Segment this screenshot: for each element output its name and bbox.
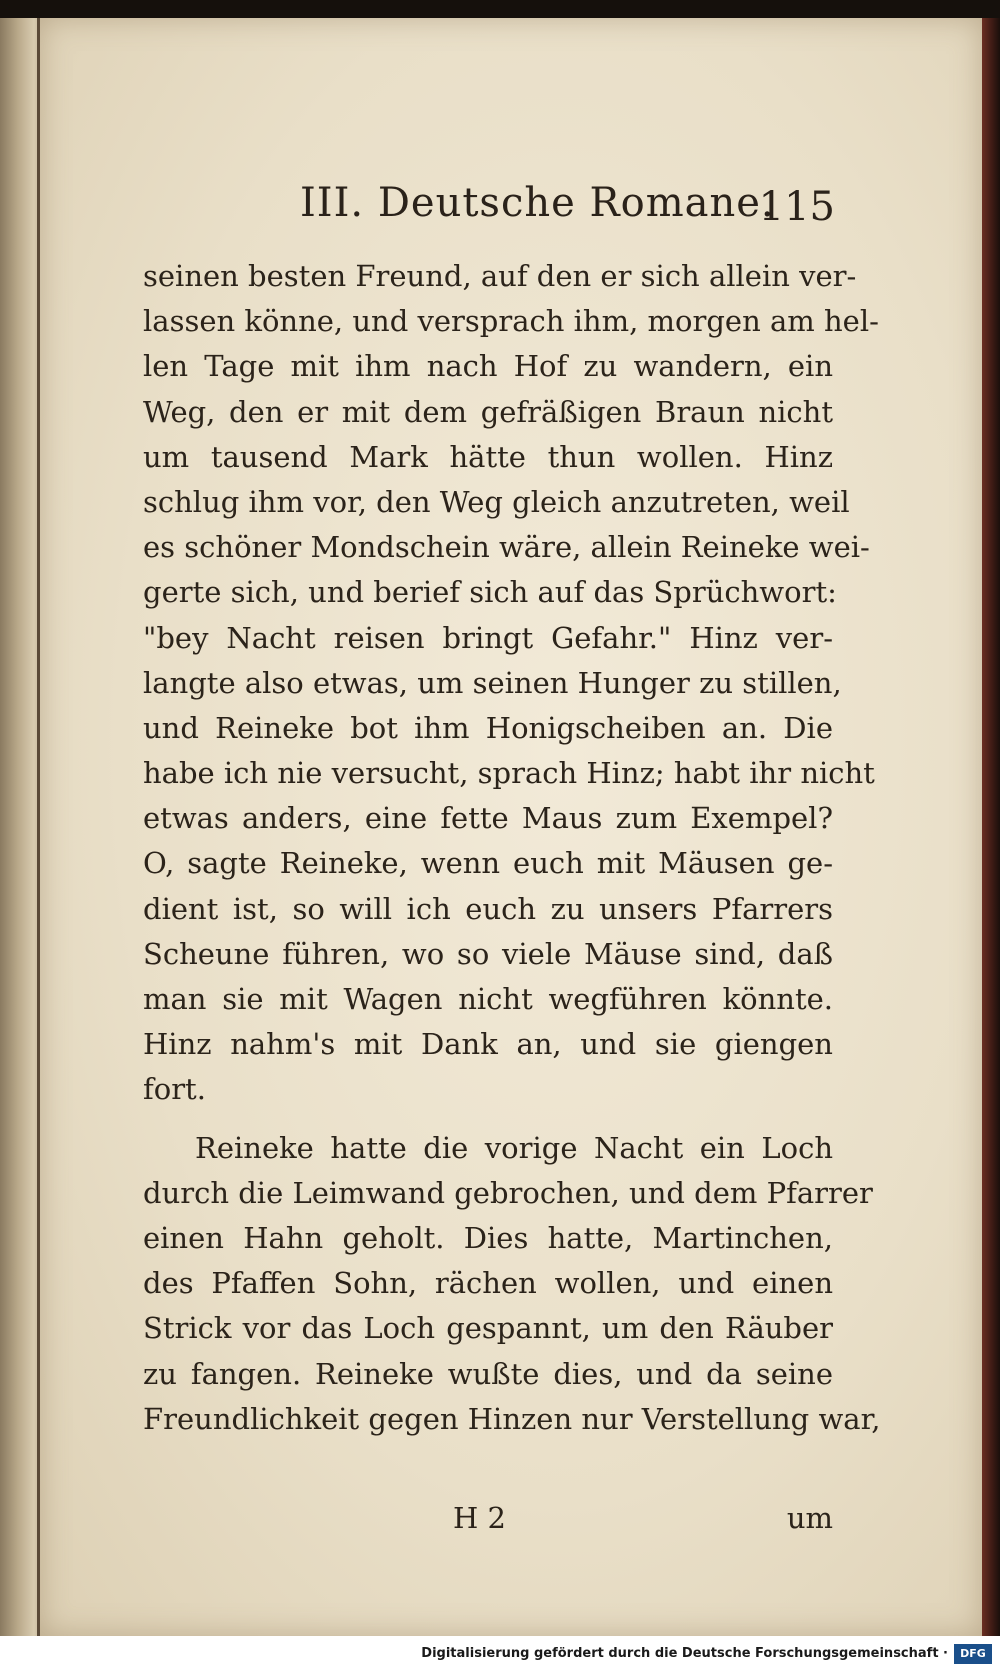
text-line: "bey Nacht reisen bringt Gefahr." Hinz ver- xyxy=(143,620,833,655)
paragraph-gap xyxy=(143,1113,833,1126)
page-number: 115 xyxy=(758,184,835,230)
text-line: lassen könne, und versprach ihm, morgen am hel- xyxy=(143,304,879,339)
body-text xyxy=(143,254,881,1442)
text-line: dient ist, so will ich euch zu unsers Pfarrers xyxy=(143,891,833,926)
text-line: es schöner Mondschein wäre, allein Reineke wei- xyxy=(143,530,870,565)
text-line: und Reineke bot ihm Honigscheiben an. Die xyxy=(143,710,833,745)
text-line: man sie mit Wagen nicht wegführen könnte. xyxy=(143,982,833,1016)
text-line: gerte sich, und berief sich auf das Sprüchwort: xyxy=(143,575,837,610)
text-line: Weg, den er mit dem gefräßigen Braun nicht xyxy=(143,394,833,429)
text-line: langte also etwas, um seinen Hunger zu stillen, xyxy=(143,665,842,700)
catchword: um xyxy=(786,1501,833,1535)
running-title: III. Deutsche Romane. xyxy=(300,180,775,226)
dfg-logo: DFG xyxy=(954,1644,992,1664)
facing-page-edge xyxy=(0,18,40,1636)
text-line: Strick vor das Loch gespannt, um den Räuber xyxy=(143,1311,833,1346)
text-line: zu fangen. Reineke wußte dies, und da seine xyxy=(143,1356,833,1391)
text-line: habe ich nie versucht, sprach Hinz; habt ihr nicht xyxy=(143,756,875,791)
funding-credit: Digitalisierung gefördert durch die Deutsche Forschungsgemeinschaft · xyxy=(421,1646,948,1661)
text-line: des Pfaffen Sohn, rächen wollen, und einen xyxy=(143,1266,833,1301)
text-line: etwas anders, eine fette Maus zum Exempel? xyxy=(143,801,833,836)
text-line: Hinz nahm's mit Dank an, und sie giengen xyxy=(143,1027,833,1062)
running-head xyxy=(225,178,835,238)
text-line: O, sagte Reineke, wenn euch mit Mäusen ge- xyxy=(143,846,833,881)
text-line: Freundlichkeit gegen Hinzen nur Verstellung war, xyxy=(143,1401,881,1436)
text-line: durch die Leimwand gebrochen, und dem Pfarrer xyxy=(143,1175,873,1210)
text-line: um tausend Mark hätte thun wollen. Hinz xyxy=(143,439,833,474)
scan-top-edge xyxy=(0,0,1000,18)
text-line: einen Hahn geholt. Dies hatte, Martinchen, xyxy=(143,1220,833,1255)
signature-mark: H 2 xyxy=(453,1501,506,1535)
digitization-credit-bar xyxy=(0,1636,1000,1674)
text-line: fort. xyxy=(143,1072,206,1107)
page-footer xyxy=(143,1501,833,1545)
text-line: len Tage mit ihm nach Hof zu wandern, ein xyxy=(143,349,833,384)
text-line: Reineke hatte die vorige Nacht ein Loch xyxy=(195,1130,833,1165)
book-cover-edge xyxy=(982,18,1000,1636)
text-line: schlug ihm vor, den Weg gleich anzutreten, weil xyxy=(143,484,850,519)
text-line: Scheune führen, wo so viele Mäuse sind, daß xyxy=(143,936,833,971)
text-line: seinen besten Freund, auf den er sich allein ver- xyxy=(143,259,857,293)
book-page xyxy=(40,18,982,1636)
